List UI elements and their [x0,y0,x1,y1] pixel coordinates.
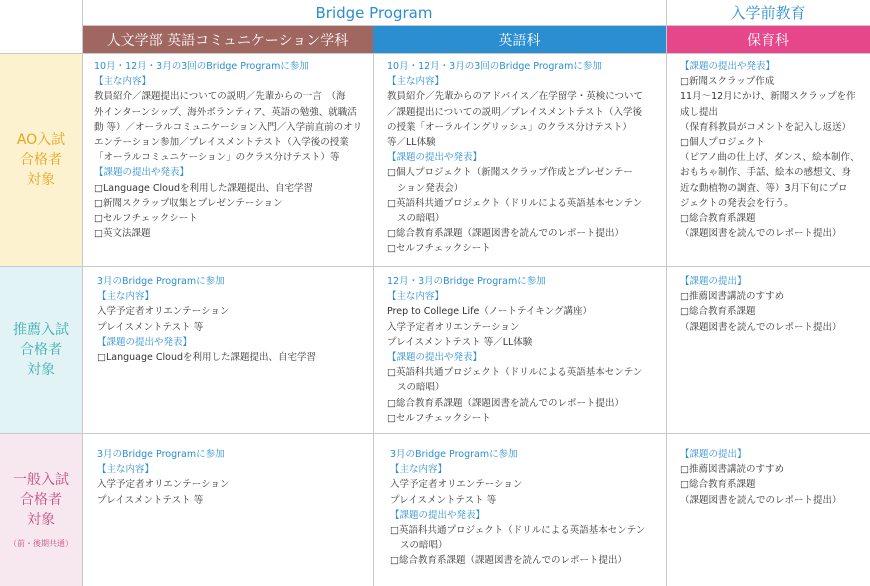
section-heading: 【主な内容】 [390,464,448,476]
content-line: ジェクトの発表会を行う。 [680,197,794,209]
row-label-ippan-line: 合格者 [20,492,62,508]
cell-ao-humanities [94,59,370,264]
row-label-suisen-line: 対象 [27,361,55,378]
content-line: □新聞スクラップ作成 [680,76,775,88]
grid-line [0,53,870,54]
content-line: 外インターンシップ、海外ボランティア、英語の勉強、就職活 [94,106,357,118]
section-heading: 【主な内容】 [94,76,152,88]
content-line: ション発表会） [397,182,464,194]
cell-suisen-humanities [97,274,370,431]
column-header-humanities [82,26,373,53]
section-heading: 【主な内容】 [97,291,155,303]
content-line: の授業「オーラルイングリッシュ」のクラス分けテスト） [387,121,632,133]
grid-line [666,0,667,586]
section-heading: 12月・3月のBridge Programに参加 [387,276,546,287]
section-heading: 【課題の提出や発表】 [94,167,190,179]
column-header-humanities-label: 人文学部 英語コミュニケーション学科 [106,32,349,49]
row-label-ippan-note: （前・後期共通） [9,539,73,548]
content-line: □総合教育系課題（課題図書を読んでのレポート提出） [387,397,624,409]
content-line: ／課題提出についての説明／プレイスメントテスト（入学後 [387,106,642,118]
section-heading: 【課題の提出や発表】 [97,336,193,348]
content-line: 入学予定者オリエンテーション [97,479,230,491]
cell-ippan-humanities [97,447,370,584]
cell-ao-english [387,59,663,264]
row-label-ippan-line: 一般入試 [13,472,69,488]
cell-ippan-childcare [680,447,868,584]
content-line: □英語科共通プロジェクト（ドリルによる英語基本センテン [390,525,646,537]
column-header-childcare [666,26,870,53]
content-line: スの暗唱） [400,540,448,552]
content-line: （課題図書を読んでのレポート提出） [680,228,842,240]
content-line: 入学予定者オリエンテーション [97,306,230,318]
content-line: 等／LL体験 [387,137,436,149]
section-heading: 3月のBridge Programに参加 [390,449,518,460]
row-label-ippan-line: 対象 [27,512,55,528]
section-heading: 【課題の提出】 [680,449,747,460]
bridge-program-header [82,0,666,26]
cell-suisen-english [387,274,663,431]
content-line: 入学予定者オリエンテーション [387,321,520,333]
content-line: □英語科共通プロジェクト（ドリルによる英語基本センテン [387,197,643,209]
content-line: □Language Cloudを利用した課題提出、自宅学習 [97,352,317,364]
section-heading: 10月・12月・3月の3回のBridge Programに参加 [94,61,309,72]
section-heading: 【課題の提出や発表】 [387,352,483,364]
content-line: □推薦図書講読のすすめ [680,464,785,476]
content-line: Prep to College Life（ノートテイキング講座） [387,306,593,318]
content-line: □総合教育系課題（課題図書を読んでのレポート提出） [387,228,624,240]
cell-suisen-childcare [680,274,868,431]
content-line: エンテーション参加／プレイスメントテスト（入学後の授業 [94,137,349,149]
content-line: □総合教育系課題 [680,306,756,318]
row-label-ao-line: 対象 [27,171,55,188]
section-heading: 3月のBridge Programに参加 [97,449,225,460]
content-line: （課題図書を読んでのレポート提出） [680,321,842,333]
row-label-suisen-line: 合格者 [20,341,62,358]
content-line: □Language Cloudを利用した課題提出、自宅学習 [94,182,314,194]
content-line: 動 等）／オーラルコミュニケーション入門／入学前直前のオリ [94,121,363,133]
content-line: （保育科教員がコメントを記入し返送） [680,121,852,133]
content-line: プレイスメントテスト 等 [390,494,497,506]
section-heading: 【課題の提出】 [680,276,747,287]
section-heading: 10月・12月・3月の3回のBridge Programに参加 [387,61,602,72]
row-label-ao-line: AO入試 [16,131,66,148]
cell-ippan-english [390,447,663,584]
grid-line [0,266,870,267]
column-header-english-label: 英語科 [498,32,541,49]
column-header-english [373,26,666,53]
content-line: （ピアノ曲の仕上げ、ダンス、絵本制作、 [680,152,860,164]
row-label-suisen-line: 推薦入試 [13,321,69,338]
column-header-childcare-label: 保育科 [747,32,789,49]
content-line: 教員紹介／課題提出についての説明／先輩からの一言 （海 [94,91,346,103]
section-heading: 【課題の提出や発表】 [390,509,486,521]
content-line: 近な動植物の調査、等）3月下旬にプロ [680,182,848,194]
cell-ao-childcare [680,59,868,264]
section-heading: 【課題の提出や発表】 [387,152,483,164]
content-line: 11月〜12月にかけ、新聞スクラップを作 [680,91,856,103]
section-heading: 3月のBridge Programに参加 [97,276,225,287]
grid-line [373,53,374,586]
content-line: □総合教育系課題 [680,479,756,491]
section-heading: 【主な内容】 [387,291,445,303]
content-line: □個人プロジェクト [680,137,765,149]
content-line: □英語科共通プロジェクト（ドリルによる英語基本センテン [387,367,643,379]
section-heading: 【課題の提出や発表】 [680,61,776,72]
row-label-ippan [0,433,82,586]
content-line: □新聞スクラップ収集とプレゼンテーション [94,197,283,209]
content-line: プレイスメントテスト 等 [97,494,204,506]
content-line: □推薦図書講読のすすめ [680,291,785,303]
content-line: □個人プロジェクト（新聞スクラップ作成とプレゼンテー [387,167,633,179]
content-line: □セルフチェックシート [94,213,198,225]
content-line: □セルフチェックシート [387,243,491,255]
row-label-ao [0,53,82,266]
content-line: □総合教育系課題（課題図書を読んでのレポート提出） [390,555,627,567]
content-line: 教員紹介／先輩からのアドバイス／在学留学・英検について [387,91,644,103]
content-line: スの暗唱） [397,213,445,225]
content-line: プレイスメントテスト 等 [97,321,204,333]
pre-education-header [666,0,870,26]
grid-line [82,0,83,586]
content-line: 「オーラルコミュニケーション」のクラス分けテスト）等 [94,152,340,164]
grid-line [0,433,870,434]
section-heading: 【主な内容】 [97,464,155,476]
bridge-program-title: Bridge Program [315,3,433,22]
pre-education-title: 入学前教育 [730,4,806,22]
content-line: （課題図書を読んでのレポート提出） [680,494,842,506]
content-line: おもちゃ制作、手話、絵本の感想文、身 [680,167,852,179]
content-line: 入学予定者オリエンテーション [390,479,523,491]
row-label-suisen [0,266,82,433]
content-line: スの暗唱） [397,382,445,394]
content-line: □セルフチェックシート [387,412,491,424]
section-heading: 【主な内容】 [387,76,445,88]
row-label-ao-line: 合格者 [20,151,62,168]
content-line: 成し提出 [680,106,719,118]
content-line: □英文法課題 [94,228,151,240]
content-line: プレイスメントテスト 等／LL体験 [387,336,533,348]
content-line: □総合教育系課題 [680,213,756,225]
